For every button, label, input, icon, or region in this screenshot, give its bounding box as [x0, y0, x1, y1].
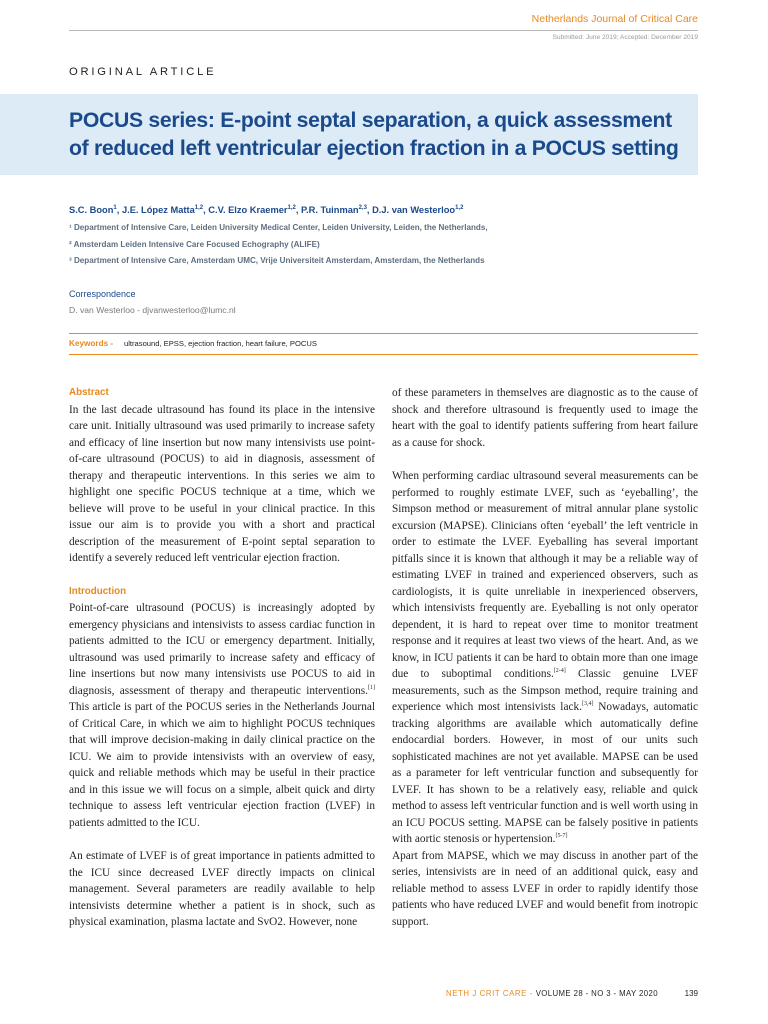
submission-dates: Submitted: June 2019; Accepted: December 2019	[552, 34, 698, 41]
author-name: S.C. Boon	[69, 205, 114, 216]
paragraph-text: When performing cardiac ultrasound several measurements can be performed to roughly estimate LVEF, such as ‘eyeballing’, the Simpson method or measurement of mitral annular plane systolic excursion (MAPSE). Clinicians often ‘eyeball’ the left ventricle in order to estimate the LVEF. Eyeballing has several important pitfalls since it is known that although it may be a reliable way of estimating LVEF in trained and experienced observers, such as cardiologists, it is quite unreliable in inexperienced observers, which intensivists frequently are. Eyeballing is not only operator dependent, it is hard to repeat over time to monitor treatment response and it requires at least two views of the heart. And, as we know, in ICU patients it can be hard to obtain more than one image due to suboptimal conditions.	[392, 470, 698, 680]
author-name: D.J. van Westerloo	[372, 205, 456, 216]
right-paragraph-2	[392, 468, 698, 848]
author-list: S.C. Boon$^1$, J.E. López Matta$^{1,2}$, C.V. Elzo Kraemer$^{1,2}$, P.R. Tuinman$^{2,3}$, D.J. van Westerloo$^{1,2}$	[69, 205, 464, 216]
author-name: J.E. López Matta	[121, 205, 195, 216]
header-rule	[69, 30, 698, 31]
keywords-label: Keywords -	[69, 339, 114, 348]
left-column	[69, 385, 375, 931]
article-title: POCUS series: E-point septal separation, a quick assessment of reduced left ventricular ejection fraction in a POCUS setting	[69, 109, 679, 160]
author-affiliation-mark: 1,2	[455, 205, 464, 211]
correspondence-label: Correspondence	[69, 289, 136, 299]
affiliation-3: ³ Department of Intensive Care, Amsterdam UMC, Vrije Universiteit Amsterdam, Amsterdam, the Netherlands	[69, 256, 485, 265]
right-paragraph-3: Apart from MAPSE, which we may discuss in another part of the series, intensivists are in need of an additional quick, easy and reliable method to assess LVEF in order to rapidly identify those patients who have reduced LVEF and would benefit from inotropic support.	[392, 849, 698, 928]
author-affiliation-mark: 2,3	[358, 205, 367, 211]
keywords-list: ultrasound, EPSS, ejection fraction, heart failure, POCUS	[124, 339, 317, 348]
paragraph-text: Classic genuine LVEF measurements, such as the Simpson method, require training and experience which most intensivists lack.	[392, 668, 698, 713]
journal-name: Netherlands Journal of Critical Care	[531, 13, 698, 25]
footer-separator: -	[526, 989, 536, 998]
page-footer	[446, 989, 658, 998]
correspondence-contact: D. van Westerloo - djvanwesterloo@lumc.nl	[69, 305, 236, 315]
citation: [1]	[368, 684, 375, 691]
author-name: C.V. Elzo Kraemer	[208, 205, 288, 216]
footer-journal: NETH J CRIT CARE	[446, 989, 527, 998]
right-paragraph-1: of these parameters in themselves are diagnostic as to the cause of shock and therefore ultrasound is frequently used to image the heart with the goal to identify patients suffering from heart failure as a cause for shock.	[392, 387, 698, 449]
affiliation-2: ² Amsterdam Leiden Intensive Care Focused Echography (ALIFE)	[69, 240, 320, 249]
introduction-paragraph-1	[69, 600, 375, 831]
citation: [5-7]	[555, 833, 568, 840]
page-number: 139	[684, 989, 698, 998]
right-column	[392, 385, 698, 930]
author-affiliation-mark: 1,2	[287, 205, 296, 211]
introduction-heading: Introduction	[69, 585, 127, 597]
paragraph-text: This article is part of the POCUS series in the Netherlands Journal of Critical Care, in which we aim to highlight POCUS techniques that will improve decision-making in daily clinical practice on the ICU. We aim to provide intensivists with an overview of easy, quick and reliable methods which may be useful in their practice and in this issue we will focus on a simple, albeit quick and dirty technique to assess left ventricular ejection fraction (LVEF) in patients admitted to the ICU.	[69, 701, 375, 829]
introduction-paragraph-2: An estimate of LVEF is of great importance in patients admitted to the ICU since decreased LVEF directly impacts on clinical management. Several parameters are readily available to help intensivists determine whether a patient is in shock, such as physical examination, plasma lactate and SvO2. However, none	[69, 850, 375, 928]
footer-issue: VOLUME 28 - NO 3 - MAY 2020	[535, 989, 658, 998]
citation: [3,4]	[581, 701, 594, 708]
paragraph-text: Nowadays, automatic tracking algorithms are available which automatically define endocardial borders. However, in most of our units such sophisticated machines are not yet available. MAPSE can be used as a parameter for left ventricular function and subsequently for LVEF. It has shown to be a relatively easy, reliable and quick method to assess left ventricular function and is well worth using in an ICU POCUS setting. MAPSE can be falsely positive in patients with aortic stenosis or hypertension.	[392, 701, 698, 845]
abstract-text: In the last decade ultrasound has found its place in the intensive care unit. Initially ultrasound was used primarily to increase safety and efficacy of line insertion but now many intensivists use point-of-care ultrasound (POCUS) to aid in diagnosis, assessment of therapy and therapeutic interventions. In this series we aim to highlight one specific POCUS technique at a time, which we believe will prove to be useful in your clinical practice. In this issue our aim is to provide you with a short and practical description of the measurement of E-point septal separation to identify a severely reduced left ventricular ejection fraction.	[69, 403, 375, 564]
affiliation-1: ¹ Department of Intensive Care, Leiden University Medical Center, Leiden University, Leiden, the Netherlands,	[69, 223, 488, 232]
citation: [2-4]	[553, 668, 566, 675]
paragraph-text: Point-of-care ultrasound (POCUS) is increasingly adopted by emergency physicians and intensivists to assess cardiac function in patients admitted to the ICU or emergency department. Initially, ultrasound was used primarily to increase safety and efficacy of line insertions but now many intensivists use POCUS to aid in diagnosis, assessment of therapy and therapeutic interventions.	[69, 602, 375, 697]
author-affiliation-mark: 1	[113, 205, 117, 211]
author-affiliation-mark: 1,2	[194, 205, 204, 211]
abstract-heading: Abstract	[69, 387, 109, 398]
author-name: P.R. Tuinman	[301, 205, 359, 216]
article-type: ORIGINAL ARTICLE	[69, 66, 217, 78]
